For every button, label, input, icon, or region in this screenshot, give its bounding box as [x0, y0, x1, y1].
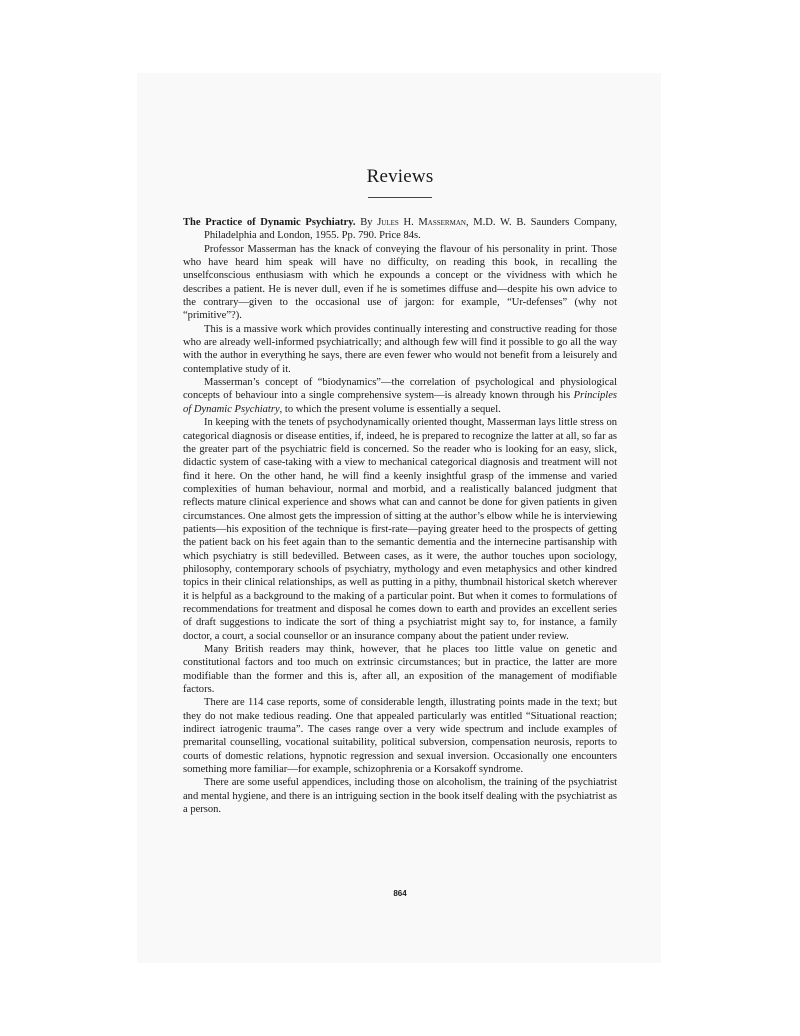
page-number: 864: [393, 889, 407, 898]
author-name: Jules H. Masserman: [377, 217, 466, 228]
review-paragraph-5: Many British readers may think, however, that he places too little value on genetic and constitutional factors and too much on extrinsic circumstances; but in practice, the latter are more modifiable than the former and this is, after all, an exposition of the management of modifiable factors.: [183, 644, 617, 696]
paragraph-3-text-before: Masserman’s concept of “biodynamics”—the correlation of psychological and physiological concepts of behaviour into a single comprehensive system—is already known through his: [183, 377, 617, 402]
review-paragraph-7: There are some useful appendices, including those on alcoholism, the training of the psychiatrist and mental hygiene, and there is an intriguing section in the book itself dealing with the psychiatrist as a person.: [183, 777, 617, 816]
review-citation: [183, 216, 617, 243]
book-title: The Practice of Dynamic Psychiatry.: [183, 217, 356, 228]
section-title: Reviews: [366, 166, 434, 187]
citation-by: By: [360, 217, 373, 228]
publication-details: , M.D. W. B. Saunders Company, Philadelphia and London, 1955. Pp. 790. Price 84s.: [204, 217, 617, 242]
review-paragraph-1: Professor Masserman has the knack of conveying the flavour of his personality in print. Those who have heard him speak will have no difficulty, on reading this book, in recalling the unselfconscious enthusiasm with which he expounds a concept or the vividness with which he describes a patient. He is never dull, even if he is sometimes diffuse and—despite his own advice to the contrary—given to the occasional use of jargon: for example, “Ur-defenses” (why not “primitive”?).: [183, 243, 617, 322]
review-paragraph-6: There are 114 case reports, some of considerable length, illustrating points made in the text; but they do not make tedious reading. One that appealed particularly was entitled “Situational reaction; indirect iatrogenic trauma”. The cases range over a very wide spectrum and include examples of premarital counselling, vocational suitability, political subversion, compensation neurosis, reports to courts of domestic relations, hypnotic regression and sexual inversion. Occasionally one encounters something more familiar—for example, schizophrenia or a Korsakoff syndrome.: [183, 697, 617, 776]
review-paragraph-3: [183, 376, 617, 416]
review-paragraph-2: This is a massive work which provides continually interesting and constructive reading for those who are already well-informed psychiatrically; and although few will find it possible to go all the way with the author in everything he says, there are even fewer who would not benefit from a leisurely and contemplative study of it.: [183, 323, 617, 375]
review-paragraph-4: In keeping with the tenets of psychodynamically oriented thought, Masserman lays little stress on categorical diagnosis or disease entities, if, indeed, he is prepared to recognize the latter at all, so far as the greater part of the psychiatric field is concerned. So the reader who is looking for an easy, slick, didactic system of case-taking with a view to mechanical categorical diagnosis and treatment will not find it here. On the other hand, he will find a keenly insightful grasp of the immense and varied complexities of human behaviour, normal and morbid, and a realistically balanced judgment that reflects mature clinical experience and shows what can and cannot be done for given patients in given circumstances. One almost gets the impression of sitting at the author’s elbow while he is interviewing patients—his exposition of the technique is first-rate—paying greater heed to the prospects of getting the patient back on his feet again than to the semantic dementia and the internecine partisanship with which psychiatry is still bedevilled. Between cases, as it were, the author touches upon sociology, philosophy, contemporary schools of psychiatry, mythology and even metaphysics and other kindred topics in their clinical relationships, as well as putting in a pithy, thumbnail historical sketch wherever it is helpful as a background to the making of a particular point. But when it comes to formulations of recommendations for treatment and disposal he comes down to earth and provides an excellent series of draft suggestions to indicate the sort of thing a psychiatrist might say to, for instance, a family doctor, a court, a social counsellor or an insurance company about the patient under review.: [183, 417, 618, 642]
review-article: [183, 216, 617, 816]
paragraph-3-text-after: , to which the present volume is essentially a sequel.: [279, 403, 501, 415]
title-divider: [368, 197, 432, 198]
referenced-book-title: Principles of Dynamic Psychiatry: [183, 390, 617, 415]
